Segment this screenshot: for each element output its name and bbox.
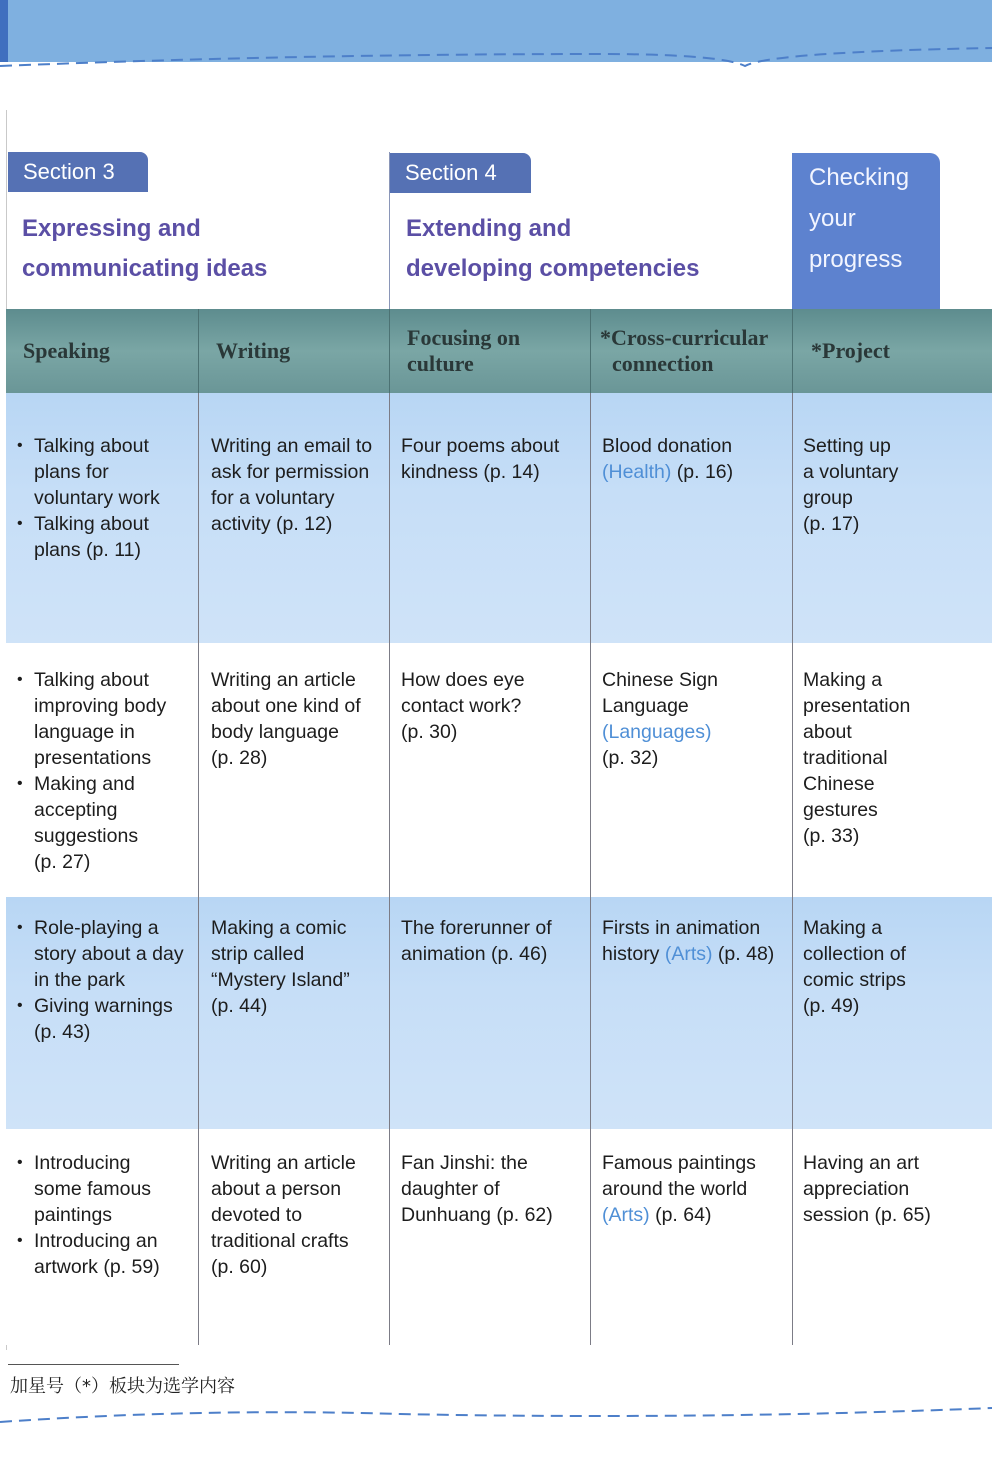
- section-3-tab: Section 3: [8, 152, 148, 192]
- column-divider: [198, 393, 199, 1345]
- list-item: • Talking about plans (p. 11): [17, 511, 160, 563]
- header-divider: [389, 309, 390, 393]
- checking-line1: Checking: [809, 164, 910, 191]
- row1-writing: Writing an email to ask for permission for a voluntary activity (p. 12): [211, 435, 373, 535]
- footnote-rule: [8, 1364, 179, 1365]
- culture-header-line1: Focusing on: [407, 325, 521, 350]
- list-item: • Talking about improving body language in presentations: [17, 667, 166, 771]
- section-4-title: [406, 209, 699, 289]
- checking-progress-box: [792, 153, 940, 310]
- row1-project: Setting up a voluntary group (p. 17): [803, 435, 899, 535]
- row4-speaking: [17, 1150, 160, 1280]
- subject-label: (Arts): [602, 1204, 650, 1226]
- cross-header-line2: connection: [612, 351, 714, 376]
- subject-label: (Health): [602, 461, 672, 483]
- column-divider: [792, 393, 793, 1345]
- row2-project: Making a presentation about traditional Chinese gestures (p. 33): [803, 669, 911, 847]
- subject-label: (Languages): [602, 721, 712, 743]
- row1-cross: Blood donation (Health) (p. 16): [602, 435, 734, 483]
- row4-writing: Writing an article about a person devoted to traditional crafts (p. 60): [211, 1152, 356, 1278]
- list-item: • Introducing some famous paintings: [17, 1150, 160, 1228]
- row3-cross: Firsts in animation history (Arts) (p. 48): [602, 917, 775, 965]
- list-item: • Introducing an artwork (p. 59): [17, 1228, 160, 1280]
- list-item: • Making and accepting suggestions (p. 27): [17, 771, 166, 875]
- row2-writing: Writing an article about one kind of body language (p. 28): [211, 669, 361, 769]
- row2-speaking: [17, 667, 166, 875]
- section-4-tab: Section 4: [390, 153, 531, 193]
- section-3-title: [22, 209, 267, 289]
- row1-culture: Four poems about kindness (p. 14): [401, 435, 560, 483]
- section-4-title-line2: developing competencies: [406, 255, 700, 282]
- section-3-title-line1: Expressing and: [22, 215, 201, 242]
- top-dashed-line: [0, 44, 992, 74]
- column-divider: [590, 393, 591, 1345]
- row2-cross: Chinese Sign Language (Languages) (p. 32): [602, 669, 718, 769]
- cross-header-line1: *Cross-curricular: [600, 325, 769, 350]
- subject-label: (Arts): [664, 943, 713, 965]
- column-header-row: [6, 309, 992, 393]
- col-header-project: *Project: [811, 338, 890, 363]
- col-header-writing: Writing: [216, 338, 291, 363]
- list-item: • Giving warnings (p. 43): [17, 993, 184, 1045]
- row3-project: Making a collection of comic strips (p. 49): [803, 917, 906, 1017]
- col-header-culture: [407, 309, 520, 393]
- row2-culture: How does eye contact work? (p. 30): [401, 669, 525, 743]
- bottom-dashed-line: [0, 1400, 992, 1430]
- list-item: • Talking about plans for voluntary work: [17, 433, 160, 511]
- header-divider: [792, 309, 793, 393]
- footnote: 加星号（*）板块为选学内容: [10, 1376, 235, 1397]
- section-4-title-line1: Extending and: [406, 215, 572, 242]
- col-header-cross: [600, 309, 768, 393]
- row4-project: Having an art appreciation session (p. 65): [803, 1152, 931, 1226]
- row3-speaking: [17, 915, 184, 1045]
- section-3-title-line2: communicating ideas: [22, 255, 268, 282]
- list-item: • Role-playing a story about a day in the park: [17, 915, 184, 993]
- col-header-speaking: Speaking: [23, 338, 110, 363]
- row3-culture: The forerunner of animation (p. 46): [401, 917, 552, 965]
- row1-speaking: [17, 433, 160, 563]
- row4-culture: Fan Jinshi: the daughter of Dunhuang (p. 62): [401, 1152, 553, 1226]
- culture-header-line2: culture: [407, 351, 474, 376]
- header-divider: [198, 309, 199, 393]
- header-divider: [590, 309, 591, 393]
- row4-cross: Famous paintings around the world (Arts) (p. 64): [602, 1152, 756, 1226]
- checking-line2: your: [809, 205, 856, 232]
- row3-writing: Making a comic strip called “Mystery Island” (p. 44): [211, 917, 350, 1017]
- checking-line3: progress: [809, 246, 903, 273]
- column-divider: [389, 393, 390, 1345]
